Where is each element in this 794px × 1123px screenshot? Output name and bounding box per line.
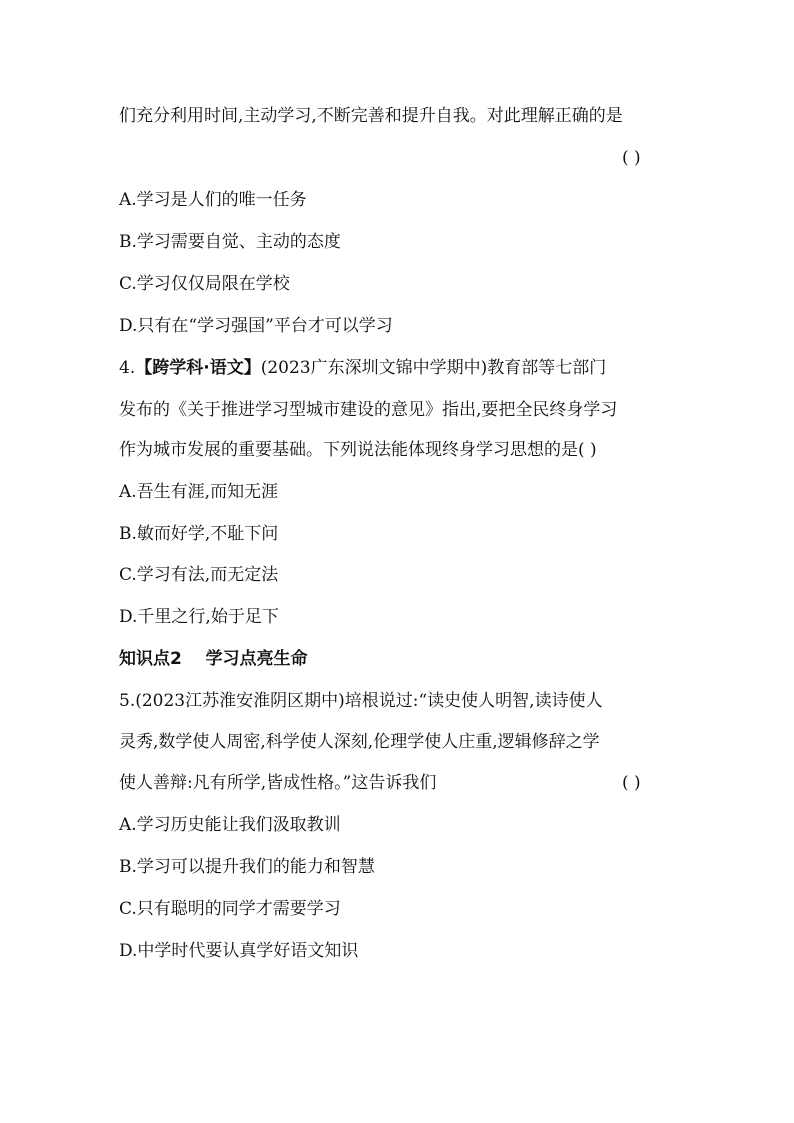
q4-subject-tag: 【跨学科·语文】 <box>135 358 261 378</box>
q3-option-c: C.学习仅仅局限在学校 <box>119 274 290 294</box>
q5-answer-paren: ( ) <box>622 773 641 793</box>
q5-stem-line1: 5.(2023江苏淮安淮阴区期中)培根说过:“读史使人明智,读诗使人 <box>119 691 603 711</box>
q4-option-d: D.千里之行,始于足下 <box>119 607 279 627</box>
q3-option-a: A.学习是人们的唯一任务 <box>119 190 307 210</box>
section-heading: 知识点2 学习点亮生命 <box>119 649 308 669</box>
q5-stem-line2: 灵秀,数学使人周密,科学使人深刻,伦理学使人庄重,逻辑修辞之学 <box>119 732 600 752</box>
q4-stem-line2: 发布的《关于推进学习型城市建设的意见》指出,要把全民终身学习 <box>119 400 618 420</box>
q5-option-d: D.中学时代要认真学好语文知识 <box>119 941 359 961</box>
q4-number: 4. <box>119 358 136 378</box>
q4-option-a: A.吾生有涯,而知无涯 <box>119 482 279 502</box>
q5-option-b: B.学习可以提升我们的能力和智慧 <box>119 857 375 877</box>
q4-option-c: C.学习有法,而无定法 <box>119 565 279 585</box>
q5-stem-line3: 使人善辩:凡有所学,皆成性格。”这告诉我们 <box>119 773 437 793</box>
q3-option-d: D.只有在“学习强国”平台才可以学习 <box>119 316 393 336</box>
q4-option-b: B.敏而好学,不耻下问 <box>119 524 279 544</box>
q4-stem-line1 <box>119 356 679 380</box>
q4-source: (2023广东深圳文锦中学期中)教育部等七部门 <box>260 358 607 378</box>
q5-option-a: A.学习历史能让我们汲取教训 <box>119 815 341 835</box>
q5-option-c: C.只有聪明的同学才需要学习 <box>119 899 341 919</box>
q3-stem-tail: 们充分利用时间,主动学习,不断完善和提升自我。对此理解正确的是 <box>119 106 623 126</box>
q3-option-b: B.学习需要自觉、主动的态度 <box>119 232 341 252</box>
q4-stem-line3: 作为城市发展的重要基础。下列说法能体现终身学习思想的是( ) <box>119 440 597 460</box>
q3-answer-paren: ( ) <box>622 148 641 168</box>
